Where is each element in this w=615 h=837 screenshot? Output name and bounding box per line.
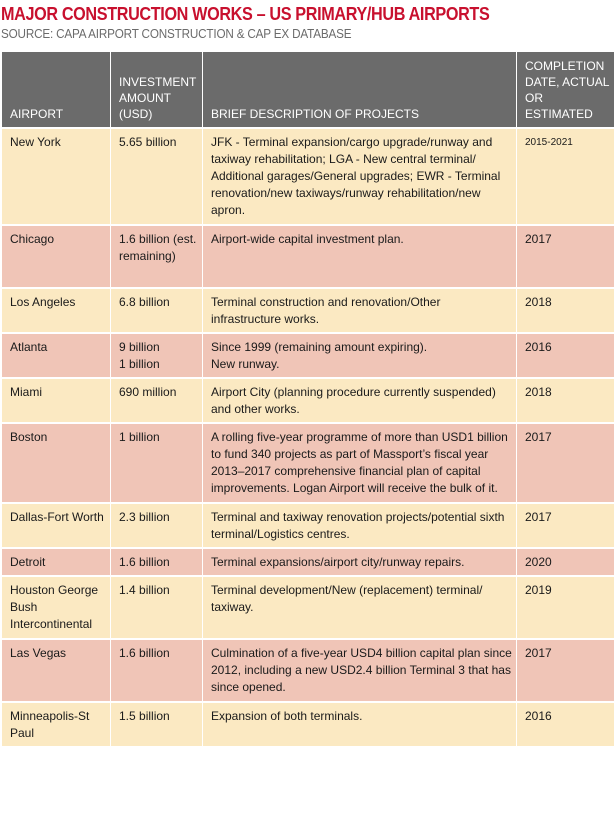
cell-amount: 1.6 billion (est. remaining) — [111, 226, 203, 289]
header-investment-amount: INVESTMENT AMOUNT (USD) — [111, 52, 203, 129]
cell-airport: Dallas-Fort Worth — [2, 504, 111, 549]
cell-airport: Atlanta — [2, 334, 111, 379]
table-row — [2, 289, 614, 334]
table-row — [2, 549, 614, 577]
cell-description: JFK - Terminal expansion/cargo upgrade/runway and taxiway rehabilitation; LGA - New central terminal/ Additional garages/General upgrades; EWR - Terminal renovation/new taxiways/runway rehabilitation/new apron. — [203, 129, 517, 226]
source-line: SOURCE: CAPA AIRPORT CONSTRUCTION & CAP EX DATABASE — [1, 26, 352, 41]
cell-date: 2017 — [517, 424, 614, 504]
table-row — [2, 226, 614, 289]
cell-description: Airport-wide capital investment plan. — [203, 226, 517, 289]
cell-date: 2017 — [517, 504, 614, 549]
cell-description: Airport City (planning procedure currently suspended) and other works. — [203, 379, 517, 424]
cell-description: Since 1999 (remaining amount expiring). New runway. — [203, 334, 517, 379]
cell-amount: 2.3 billion — [111, 504, 203, 549]
cell-amount: 6.8 billion — [111, 289, 203, 334]
cell-date: 2016 — [517, 703, 614, 748]
cell-amount: 1.6 billion — [111, 549, 203, 577]
cell-description: Terminal expansions/airport city/runway repairs. — [203, 549, 517, 577]
header-description: BRIEF DESCRIPTION OF PROJECTS — [203, 52, 517, 129]
cell-airport: Detroit — [2, 549, 111, 577]
construction-table — [2, 52, 614, 748]
table-row — [2, 703, 614, 748]
cell-date: 2018 — [517, 289, 614, 334]
cell-airport: Las Vegas — [2, 640, 111, 703]
cell-amount: 5.65 billion — [111, 129, 203, 226]
table-header-row — [2, 52, 614, 129]
table-row — [2, 577, 614, 640]
table-row — [2, 334, 614, 379]
cell-airport: Miami — [2, 379, 111, 424]
cell-airport: Boston — [2, 424, 111, 504]
cell-airport: New York — [2, 129, 111, 226]
table-row — [2, 504, 614, 549]
cell-amount: 1.4 billion — [111, 577, 203, 640]
cell-description: Terminal development/New (replacement) terminal/ taxiway. — [203, 577, 517, 640]
cell-airport: Houston George Bush Intercontinental — [2, 577, 111, 640]
cell-amount: 1 billion — [111, 424, 203, 504]
cell-airport: Los Angeles — [2, 289, 111, 334]
cell-amount: 9 billion 1 billion — [111, 334, 203, 379]
cell-description: Expansion of both terminals. — [203, 703, 517, 748]
cell-date: 2015-2021 — [517, 129, 614, 226]
cell-description: A rolling five-year programme of more than USD1 billion to fund 340 projects as part of Massport’s fiscal year 2013–2017 comprehensive financial plan of capital improvements. Logan Airport will receive the bulk of it. — [203, 424, 517, 504]
table-row — [2, 640, 614, 703]
cell-date: 2017 — [517, 640, 614, 703]
cell-amount: 1.6 billion — [111, 640, 203, 703]
cell-date: 2016 — [517, 334, 614, 379]
page-title: MAJOR CONSTRUCTION WORKS – US PRIMARY/HUB AIRPORTS — [1, 4, 490, 24]
table-body — [2, 129, 614, 748]
cell-date: 2019 — [517, 577, 614, 640]
table-row — [2, 379, 614, 424]
cell-date: 2017 — [517, 226, 614, 289]
cell-description: Terminal construction and renovation/Other infrastructure works. — [203, 289, 517, 334]
table-row — [2, 129, 614, 226]
cell-amount: 1.5 billion — [111, 703, 203, 748]
cell-amount: 690 million — [111, 379, 203, 424]
cell-description: Culmination of a five-year USD4 billion capital plan since 2012, including a new USD2.4 billion Terminal 3 that has since opened. — [203, 640, 517, 703]
cell-description: Terminal and taxiway renovation projects/potential sixth terminal/Logistics centres. — [203, 504, 517, 549]
header-airport: AIRPORT — [2, 52, 111, 129]
cell-date: 2020 — [517, 549, 614, 577]
cell-airport: Minneapolis-St Paul — [2, 703, 111, 748]
cell-airport: Chicago — [2, 226, 111, 289]
table-row — [2, 424, 614, 504]
cell-date: 2018 — [517, 379, 614, 424]
header-completion-date: COMPLETION DATE, ACTUAL OR ESTIMATED — [517, 52, 614, 129]
